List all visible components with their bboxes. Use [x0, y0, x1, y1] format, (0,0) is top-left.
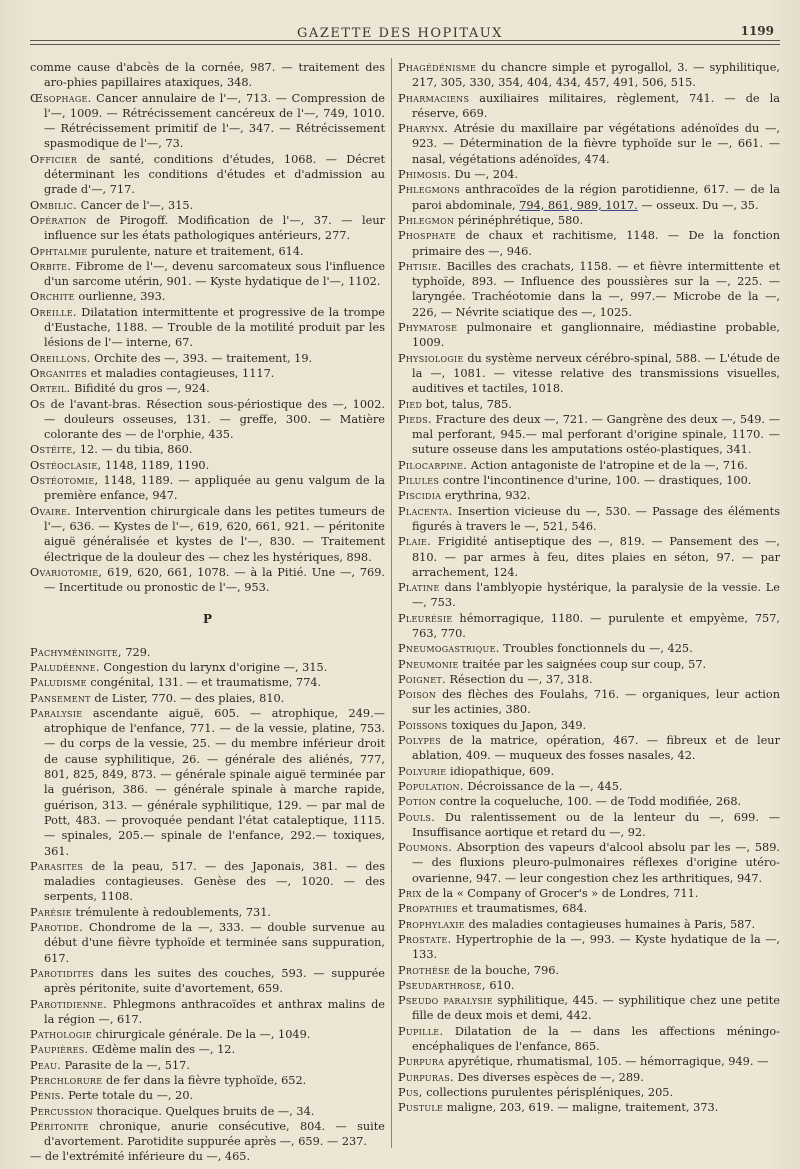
entry-text: des flèches des Foulahs, 716. — organiques, leur action sur les actinies, 380.	[412, 688, 780, 717]
index-entry	[30, 381, 385, 396]
entry-headword: Physiologie	[398, 351, 464, 365]
index-entry	[30, 905, 385, 920]
entry-headword: Ovariotomie,	[30, 565, 103, 579]
entry-text: Des diverses espèces de —, 289.	[453, 1070, 644, 1084]
entry-text: Absorption des vapeurs d'alcool absolu par les —, 589. — des fluxions pleuro-pulmonaires réflexes d'origine utéro-ovarienne, 947. — leur congestion chez les arthritiques, 947.	[412, 841, 780, 885]
entry-headword: Pilules	[398, 474, 440, 488]
index-entry	[398, 672, 780, 687]
entry-text: de chaux et rachitisme, 1148. — De la fonction primaire des —, 946.	[412, 229, 780, 258]
entry-headword: Os	[30, 397, 46, 411]
entry-headword: Phlegmon	[398, 213, 455, 227]
entry-text-tail: — osseux. Du —, 35.	[637, 198, 759, 212]
entry-text: toxiques du Japon, 349.	[447, 718, 587, 732]
entry-headword: Phimosis.	[398, 168, 451, 182]
entry-headword: Organites	[30, 366, 87, 380]
entry-headword: Pouls.	[398, 810, 436, 824]
index-entry	[30, 1027, 385, 1042]
index-entry	[30, 259, 385, 290]
entry-text: du chancre simple et pyrogallol, 3. — syphilitique, 217, 305, 330, 354, 404, 434, 457, 491, 506, 515.	[412, 61, 780, 90]
entry-text: bot, talus, 785.	[422, 397, 512, 411]
entry-headword: Parotide.	[30, 921, 84, 935]
entry-text: — de l'extrémité inférieure du —, 465.	[30, 1150, 251, 1164]
index-entry	[30, 1104, 385, 1119]
entry-text: Frigidité antiseptique des —, 819. — Pansement des —, 810. — par armes à feu, dites plaies en séton, 97. — par arrachement, 124.	[412, 535, 780, 579]
entry-headword: Pneumonie	[398, 657, 459, 671]
index-entries-p	[30, 645, 385, 1165]
index-entry	[30, 351, 385, 366]
entry-text: de la matrice, opération, 467. — fibreux et de leur ablation, 409. — muqueux des fosses nasales, 42.	[412, 734, 780, 763]
entry-text: Hypertrophie de la —, 993. — Kyste hydatique de la —, 133.	[412, 932, 780, 962]
index-entry	[30, 473, 385, 504]
entry-text: 729.	[121, 645, 151, 659]
entry-headword: Paludéenne.	[30, 660, 100, 674]
entry-headword: Phlegmons	[398, 183, 461, 197]
index-entries-p-continued	[398, 60, 780, 1115]
index-entry	[398, 1054, 780, 1069]
entry-text: auxiliaires militaires, règlement, 741. — de la réserve, 669.	[412, 91, 780, 120]
index-entry	[398, 397, 780, 412]
entry-headword: Ostéite,	[30, 443, 77, 457]
entry-headword: Opération	[30, 213, 87, 227]
entry-text: Action antagoniste de l'atropine et de la —, 716.	[467, 458, 748, 472]
index-entry	[398, 657, 780, 672]
entry-text: apyrétique, rhumatismal, 105. — hémorragique, 949. —	[444, 1055, 769, 1069]
index-entry	[398, 213, 780, 228]
index-entry	[30, 458, 385, 473]
entry-headword: Pneumogastrique.	[398, 642, 500, 656]
entry-text: Cancer annulaire de l'—, 713. — Compression de l'—, 1009. — Rétrécissement cancéreux de l'—, 749, 1010. — Rétrécissement primitif de l'—, 347. — Rétrécissement spasmodique de l'—, 73.	[44, 91, 385, 151]
entry-text: Décroissance de la —, 445.	[463, 779, 623, 793]
index-entry	[398, 1024, 780, 1055]
entry-text: de Pirogoff. Modification de l'—, 37. — leur influence sur les états pathologiques antérieurs, 277.	[44, 213, 385, 243]
entry-text: chirurgicale générale. De la —, 1049.	[92, 1028, 311, 1042]
entry-text: Phlegmons anthracoïdes et anthrax malins de la région —, 617.	[44, 997, 385, 1026]
entry-headword: Poison	[398, 688, 437, 702]
index-entry	[30, 706, 385, 859]
section-letter-p: P	[202, 612, 213, 627]
entry-headword: Paralysie	[30, 706, 83, 720]
index-entry	[30, 1119, 385, 1150]
index-entry	[398, 91, 780, 122]
entry-headword: Plaie.	[398, 535, 432, 549]
entry-headword: Propathies	[398, 902, 458, 916]
right-column	[398, 60, 780, 1115]
entry-text: 12. — du tibia, 860.	[76, 443, 193, 457]
entry-text: ascendante aiguë, 605. — atrophique, 249.— atrophique de l'enfance, 771. — de la vessie, platine, 753. — du corps de la vessie, 25. — du membre inférieur droit de cause syphilitique, 26. — générale des aliénés, 777, 801, 825, 849, 873. — générale spinale aiguë terminée par la guérison, 386. — générale spinale à marche rapide, guérison, 313. — générale syphilitique, 129. — par mal de Pott, 483. — provoquée pendant l'état cataleptique, 1115.— spinales, 205.— spinale de l'enfance, 292.— toxiques, 361.	[44, 706, 385, 858]
entry-text: Fracture des deux —, 721. — Gangrène des deux —, 549. — mal perforant, 945.— mal perforant d'origine spinale, 1170. — suture osseuse dans les amputations ostéo-plastiques, 341.	[412, 412, 780, 457]
entry-text: Œdème malin des —, 12.	[88, 1043, 236, 1057]
journal-title: GAZETTE DES HOPITAUX	[297, 26, 503, 41]
index-entry	[398, 886, 780, 901]
entry-headword: Pied	[398, 397, 423, 411]
entry-headword: Piscidia	[398, 489, 442, 503]
index-entry	[398, 458, 780, 473]
index-entry	[398, 611, 780, 642]
entry-text: Dilatation intermittente et progressive de la trompe d'Eustache, 1188. — Trouble de la motilité produit par les lésions de l'— interne, 67.	[44, 305, 385, 350]
entry-text: dans l'amblyopie hystérique, la paralysie de la vessie. Le —, 753.	[412, 581, 780, 610]
entry-headword: Purpuras.	[398, 1070, 454, 1084]
entry-text: et maladies contagieuses, 1117.	[86, 366, 275, 380]
index-entry	[398, 580, 780, 611]
entry-text: hémorragique, 1180. — purulente et empyème, 757, 763, 770.	[412, 611, 780, 640]
index-entry	[398, 1070, 780, 1085]
index-entry	[398, 534, 780, 580]
page-header	[0, 20, 800, 50]
entry-text: trémulente à redoublements, 731.	[71, 905, 272, 919]
entry-headword: Phtisie.	[398, 259, 442, 273]
entry-text: du système nerveux cérébro-spinal, 588. — L'étude de la —, 1081. — vitesse relative des transmissions visuelles, auditives et tactiles, 1018.	[412, 351, 780, 396]
index-entry	[30, 920, 385, 966]
entry-headword: Pseudo paralysie	[398, 994, 493, 1008]
entry-text: Chondrome de la —, 333. — double survenue au début d'une fièvre typhoïde et terminée sans suppuration, 617.	[44, 921, 385, 965]
index-entry	[30, 675, 385, 690]
entry-headword: Œsophage.	[30, 91, 92, 105]
entry-headword: Platine	[398, 581, 440, 595]
entry-headword: Poignet.	[398, 672, 446, 686]
entry-text: Résection du —, 37, 318.	[445, 672, 593, 686]
index-entry	[398, 917, 780, 932]
entry-headword: Pénis.	[30, 1089, 65, 1103]
entry-headword: Paupières.	[30, 1043, 89, 1057]
entry-text: de la « Company of Grocer's » de Londres, 711.	[421, 887, 699, 901]
entry-headword: Parasites	[30, 859, 84, 873]
index-entry	[30, 966, 385, 997]
entry-headword: Oreille.	[30, 305, 77, 319]
entry-headword: Polyurie	[398, 764, 447, 778]
index-entry	[398, 810, 780, 841]
entry-text: chronique, anurie consécutive, 804. — suite d'avortement. Parotidite suppurée après —, 659. — 237.	[44, 1119, 385, 1149]
index-entry	[398, 993, 780, 1024]
index-entry	[398, 794, 780, 809]
index-entry	[398, 779, 780, 794]
index-entry	[398, 488, 780, 503]
entry-headword: Phosphate	[398, 229, 457, 243]
entry-text: Perte totale du —, 20.	[64, 1089, 194, 1103]
index-entry	[398, 473, 780, 488]
entry-text: thoracique. Quelques bruits de —, 34.	[92, 1104, 315, 1118]
entry-headword: Pleurésie	[398, 611, 453, 625]
index-entry	[398, 1100, 780, 1115]
entry-headword: Pupille.	[398, 1024, 444, 1038]
entry-text: Troubles fonctionnels du —, 425.	[499, 642, 693, 656]
entry-text: pulmonaire et ganglionnaire, médiastine probable, 1009.	[412, 321, 780, 350]
entry-headword: Phagédénisme	[398, 61, 477, 74]
entry-headword: Percussion	[30, 1104, 93, 1118]
index-entry	[30, 1058, 385, 1073]
index-entry	[30, 504, 385, 565]
entry-text: Insertion vicieuse du —, 530. — Passage des éléments figurés à travers le —, 521, 546.	[412, 504, 780, 533]
entry-headword: Ophtalmie	[30, 244, 88, 258]
entry-underlined-refs: 794, 861, 989, 1017.	[519, 198, 638, 212]
entry-headword: Péritonite	[30, 1119, 89, 1133]
index-entry	[30, 244, 385, 259]
entry-text: Cancer de l'—, 315.	[77, 198, 194, 212]
entry-text: purulente, nature et traitement, 614.	[87, 244, 304, 258]
entry-text: de la peau, 517. — des Japonais, 381. — des maladies contagieuses. Genèse des —, 1020. — des serpents, 1108.	[44, 859, 385, 904]
index-entry	[30, 198, 385, 213]
entry-text: 610.	[485, 978, 515, 992]
index-entry	[398, 978, 780, 993]
entry-headword: Pseudarthrose,	[398, 978, 486, 992]
entry-text: de santé, conditions d'études, 1068. — Décret déterminant les conditions d'études et d'admission au grade d'—, 717.	[44, 152, 385, 197]
entry-headword: Population.	[398, 779, 464, 793]
entry-text: Du —, 204.	[450, 168, 519, 182]
index-entry	[30, 397, 385, 443]
index-entry	[30, 1042, 385, 1057]
header-rule	[30, 40, 780, 41]
left-column	[30, 60, 385, 1165]
entry-text: des maladies contagieuses humaines à Paris, 587.	[464, 917, 756, 931]
header-rule-thin	[30, 44, 780, 45]
index-entries-o	[30, 60, 385, 595]
index-entry	[398, 121, 780, 167]
entry-headword: Pansement	[30, 691, 91, 705]
entry-text: 1148, 1189, 1190.	[101, 458, 210, 472]
index-entry	[398, 412, 780, 458]
index-entry	[30, 1149, 385, 1164]
entry-headword: Pus,	[398, 1085, 423, 1099]
index-entry	[398, 351, 780, 397]
index-entry	[398, 60, 780, 91]
entry-text: collections purulentes périspléniques, 205.	[422, 1085, 674, 1099]
index-entry	[30, 691, 385, 706]
entry-text: Congestion du larynx d'origine —, 315.	[99, 660, 328, 674]
entry-headword: Ovaire.	[30, 504, 71, 518]
entry-headword: Officier	[30, 152, 78, 166]
index-entry	[398, 733, 780, 764]
entry-text: Du ralentissement ou de la lenteur du —, 699. — Insuffisance aortique et retard du —, 92.	[412, 810, 780, 839]
entry-text: périnéphrétique, 580.	[454, 213, 584, 227]
entry-headword: Ostéoclasie,	[30, 458, 102, 472]
index-entry	[30, 1088, 385, 1103]
entry-text: de Lister, 770. — des plaies, 810.	[90, 691, 285, 705]
index-entry	[30, 997, 385, 1028]
entry-text: Bacilles des crachats, 1158. — et fièvre intermittente et typhoïde, 893. — Influence des poussières sur la —, 225. — laryngée. Trachéotomie dans la —, 997.— Microbe de la —, 226, — Névrite sciatique des —, 1025.	[412, 259, 780, 319]
entry-headword: Parotidites	[30, 966, 94, 980]
entry-text: dans les suites des couches, 593. — suppurée après péritonite, suite d'avortement, 659.	[44, 966, 385, 996]
index-entry	[398, 718, 780, 733]
entry-text: de la bouche, 796.	[450, 963, 560, 977]
index-entry	[30, 442, 385, 457]
entry-headword: Oreillons.	[30, 351, 91, 365]
entry-text: syphilitique, 445. — syphilitique chez une petite fille de deux mois et demi, 442.	[412, 994, 780, 1023]
entry-headword: Orteil.	[30, 382, 71, 396]
index-entry	[30, 859, 385, 905]
entry-text: Intervention chirurgicale dans les petites tumeurs de l'—, 636. — Kystes de l'—, 619, 620, 661, 921. — péritonite aiguë généralisée et kystes de l'—, 830. — Traitement électrique de la douleur des — chez les hystériques, 898.	[44, 504, 385, 564]
entry-text: 1148, 1189. — appliquée au genu valgum de la première enfance, 947.	[44, 474, 385, 503]
entry-text: traitée par les saignées coup sur coup, 57.	[458, 657, 707, 671]
index-entry	[398, 901, 780, 916]
entry-text: et traumatismes, 684.	[457, 902, 588, 916]
entry-headword: Pharynx.	[398, 122, 449, 136]
index-entry	[30, 91, 385, 152]
entry-text: Dilatation de la — dans les affections méningo-encéphaliques de l'enfance, 865.	[412, 1024, 780, 1053]
entry-headword: Pieds.	[398, 412, 432, 426]
entry-headword: Pilocarpine.	[398, 458, 468, 472]
entry-headword: Purpura	[398, 1055, 445, 1069]
index-entry	[398, 963, 780, 978]
index-entry	[398, 228, 780, 259]
entry-headword: Pathologie	[30, 1028, 93, 1042]
entry-text: Orchite des —, 393. — traitement, 19.	[90, 351, 313, 365]
entry-headword: Poissons	[398, 718, 448, 732]
index-entry	[30, 660, 385, 675]
index-entry	[30, 213, 385, 244]
index-entry	[398, 182, 780, 213]
entry-headword: Orchite	[30, 290, 75, 304]
entry-text: contre la coqueluche, 100. — de Todd modifiée, 268.	[436, 795, 742, 809]
index-entry	[30, 60, 385, 91]
entry-text: ourlienne, 393.	[74, 290, 166, 304]
index-entry	[30, 152, 385, 198]
index-entry	[30, 1073, 385, 1088]
index-entry	[398, 167, 780, 182]
entry-text: 619, 620, 661, 1078. — à la Pitié. Une —, 769. — Incertitude ou pronostic de l'—, 953.	[44, 565, 385, 595]
entry-headword: Polypes	[398, 734, 442, 748]
entry-text: anthracoïdes de la région parotidienne, 617. — de la paroi abdominale,	[412, 183, 780, 212]
entry-headword: Placenta.	[398, 504, 453, 518]
entry-text: de l'avant-bras. Résection sous-périostique des —, 1002. — douleurs osseuses, 131. — greffe, 300. — Matière colorante des — de l'orphie, 435.	[44, 397, 385, 442]
entry-headword: Perchlorure	[30, 1074, 103, 1087]
entry-headword: Pachyméningite,	[30, 645, 122, 659]
entry-text: Bifidité du gros —, 924.	[70, 382, 210, 396]
entry-headword: Poumons.	[398, 841, 453, 855]
entry-headword: Orbite.	[30, 259, 72, 273]
index-entry	[30, 645, 385, 660]
entry-headword: Ombilic.	[30, 198, 78, 212]
entry-text: congénital, 131. — et traumatisme, 774.	[86, 676, 322, 690]
entry-headword: Phymatose	[398, 321, 458, 335]
entry-headword: Pustule	[398, 1101, 444, 1115]
index-entry	[398, 259, 780, 320]
index-entry	[30, 366, 385, 381]
entry-headword: Paludisme	[30, 676, 87, 690]
entry-text: Fibrome de l'—, devenu sarcomateux sous l'influence d'un sarcome utérin, 901. — Kyste hydatique de l'—, 1102.	[44, 259, 385, 289]
index-entry	[398, 932, 780, 963]
page-number: 1199	[740, 24, 774, 38]
index-entry	[398, 687, 780, 718]
column-divider	[391, 58, 392, 1148]
entry-text: de fer dans la fièvre typhoïde, 652.	[102, 1074, 307, 1087]
entry-text: comme cause d'abcès de la cornée, 987. — traitement des aro-phies papillaires ataxiques, 348.	[30, 61, 385, 90]
index-entry	[30, 565, 385, 596]
entry-headword: Prophylaxie	[398, 917, 465, 931]
entry-text: Atrésie du maxillaire par végétations adénoïdes du —, 923. — Détermination de la fièvre typhoïde sur le —, 661. — nasal, végétations adénoïdes, 474.	[412, 122, 780, 166]
index-entry	[398, 320, 780, 351]
index-entry	[30, 289, 385, 304]
entry-text: contre l'incontinence d'urine, 100. — drastiques, 100.	[439, 474, 752, 488]
index-entry	[398, 840, 780, 886]
index-entry	[398, 504, 780, 535]
entry-headword: Parotidienne.	[30, 997, 108, 1011]
entry-text: idiopathique, 609.	[446, 764, 555, 778]
entry-text: maligne, 203, 619. — maligne, traitement, 373.	[443, 1101, 719, 1115]
entry-headword: Peau.	[30, 1058, 62, 1072]
entry-text: erythrina, 932.	[441, 489, 531, 503]
entry-headword: Potion	[398, 795, 437, 809]
index-entry	[398, 764, 780, 779]
index-entry	[398, 1085, 780, 1100]
entry-headword: Pharmaciens	[398, 91, 470, 105]
entry-headword: Ostéotomie,	[30, 474, 99, 488]
entry-text: Parasite de la —, 517.	[61, 1058, 190, 1072]
index-entry	[30, 305, 385, 351]
index-entry	[398, 641, 780, 656]
entry-headword: Prostate.	[398, 932, 452, 946]
entry-headword: Prix	[398, 887, 422, 901]
entry-headword: Prothèse	[398, 963, 451, 977]
entry-headword: Parésie	[30, 905, 72, 919]
